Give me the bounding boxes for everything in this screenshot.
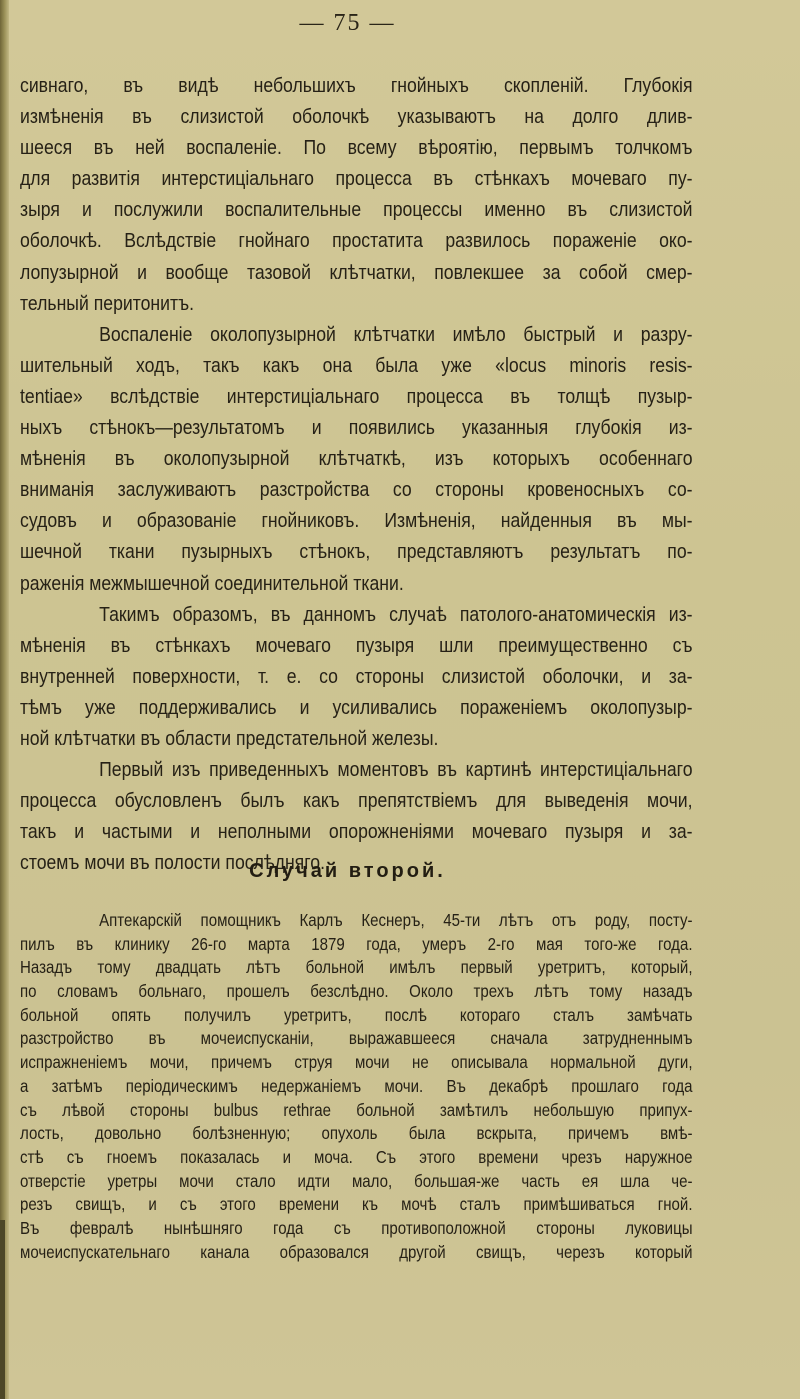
text-line: съ лѣвой стороны bulbus rethrae больной замѣтилъ небольшую припух- [20,1099,693,1120]
text-line: оболочкѣ. Вслѣдствіе гнойнаго простатита развилось пораженіе око- [20,229,693,253]
text-line: испражненіемъ мочи, причемъ струя мочи не описывала нормальной дуги, [20,1052,693,1073]
text-line: разстройство въ мочеиспусканіи, выражавшееся сначала затрудненнымъ [20,1028,693,1049]
text-line: отверстіе уретры мочи стало идти мало, большая-же часть ея шла че- [20,1170,693,1191]
text-line: такъ и частыми и неполными опорожненіями мочеваго пузыря и за- [20,820,693,844]
text-line: мочеиспускательнаго канала образовался другой свищъ, черезъ который [20,1241,693,1262]
text-line: больной опять получилъ уретритъ, послѣ котораго сталъ замѣчать [20,1004,693,1025]
text-line: лость, довольно болѣзненную; опухоль была вскрыта, причемъ вмѣ- [20,1123,693,1144]
text-line: для развитія интерстиціальнаго процесса въ стѣнкахъ мочеваго пу- [20,167,693,191]
text-line: ной клѣтчатки въ области предстательной железы. [20,726,439,750]
text-line: пилъ въ клинику 26-го марта 1879 года, умеръ 2-го мая того-же года. [20,933,693,954]
text-line: измѣненія въ слизистой оболочкѣ указываютъ на долго длив- [20,105,693,129]
text-line: Такимъ образомъ, въ данномъ случаѣ патолого-анатомическія из- [99,602,693,626]
text-line: Въ февралѣ нынѣшняго года съ противоположной стороны луковицы [20,1217,693,1238]
text-line: стоемъ мочи въ полости послѣдняго. [20,851,325,875]
text-line: шительный ходъ, такъ какъ она была уже «locus minoris resis- [20,353,693,377]
text-line: шечной ткани пузырныхъ стѣнокъ, представляютъ результатъ по- [20,540,693,564]
text-line: шееся въ ней воспаленіе. По всему вѣроятію, первымъ толчкомъ [20,136,693,160]
main-text-block [20,70,693,878]
text-line: стѣ съ гноемъ показалась и моча. Съ этого времени чрезъ наружное [20,1146,693,1167]
section-heading: Случай второй. [249,860,446,882]
text-line: Первый изъ приведенныхъ моментовъ въ картинѣ интерстиціальнаго [99,758,693,782]
text-line: судовъ и образованіе гнойниковъ. Измѣненія, найденныя въ мы- [20,509,693,533]
text-line: внутренней поверхности, т. е. со стороны слизистой оболочки, и за- [20,664,693,688]
text-line: tentiae» вслѣдствіе интерстиціальнаго процесса въ толщѣ пузыр- [20,384,693,408]
text-line: тѣмъ уже поддерживались и усиливались пораженіемъ околопузыр- [20,695,693,719]
text-line: ныхъ стѣнокъ—результатомъ и появились указанныя глубокія из- [20,416,693,440]
book-spine-shadow [0,0,9,1399]
text-line: зыря и послужили воспалительные процессы именно въ слизистой [20,198,693,222]
text-line: Аптекарскій помощникъ Карлъ Кеснеръ, 45-ти лѣтъ отъ роду, посту- [99,910,693,930]
text-line: резъ свищъ, и съ этого времени къ мочѣ сталъ примѣшиваться гной. [20,1194,693,1215]
text-line: а затѣмъ періодическимъ недержаніемъ мочи. Въ декабрѣ прошлаго года [20,1075,693,1096]
text-line: мѣненія въ околопузырной клѣтчаткѣ, изъ которыхъ особеннаго [20,447,693,471]
text-line: по словамъ больнаго, прошелъ безслѣдно. Около трехъ лѣтъ тому назадъ [20,981,693,1002]
book-binding-edge [0,1220,5,1399]
page-number: — 75 — [299,10,396,36]
text-line: Назадъ тому двадцать лѣтъ больной имѣлъ первый уретритъ, который, [20,957,693,978]
case-text-block [20,909,693,1264]
text-line: вниманія заслуживаютъ разстройства со стороны кровеносныхъ со- [20,478,693,502]
text-line: мѣненія въ стѣнкахъ мочеваго пузыря шли преимущественно съ [20,633,693,657]
text-line: сивнаго, въ видѣ небольшихъ гнойныхъ скопленій. Глубокія [20,74,693,97]
text-line: тельный перитонитъ. [20,291,194,315]
text-line: Воспаленіе околопузырной клѣтчатки имѣло быстрый и разру- [99,322,693,346]
text-line: процесса обусловленъ былъ какъ препятствіемъ для выведенія мочи, [20,789,693,813]
text-line: раженія межмышечной соединительной ткани. [20,571,404,595]
text-line: лопузырной и вообще тазовой клѣтчатки, повлекшее за собой смер- [20,260,693,284]
